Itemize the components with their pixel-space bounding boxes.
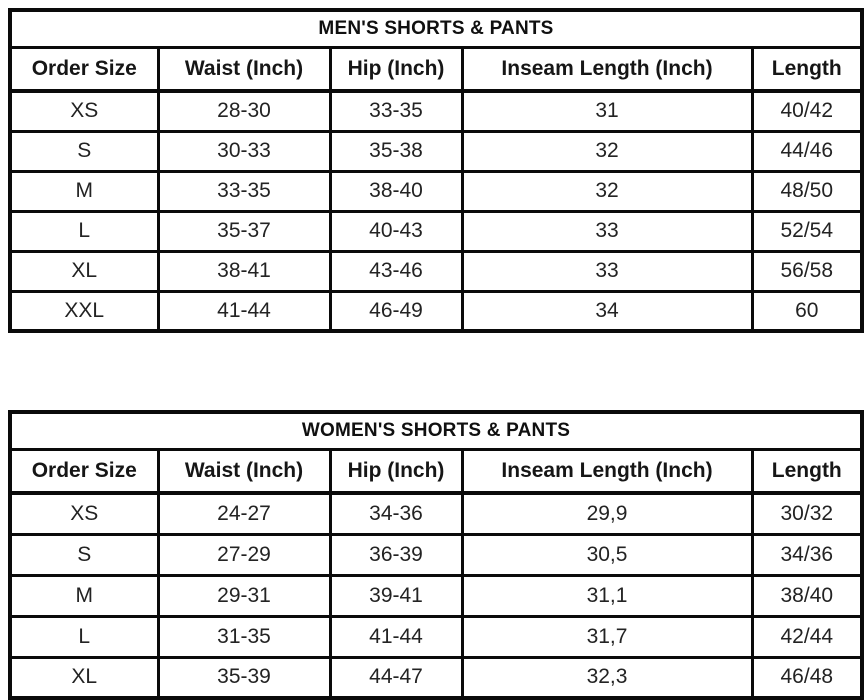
table-cell: L	[10, 616, 158, 657]
table-cell: XXL	[10, 291, 158, 331]
table-cell: 32,3	[462, 657, 752, 698]
table-cell: 33	[462, 251, 752, 291]
table-cell: 35-37	[158, 211, 330, 251]
table-row	[10, 211, 862, 251]
table-cell: L	[10, 211, 158, 251]
table-row	[10, 131, 862, 171]
table-title-row	[10, 10, 862, 47]
table-cell: S	[10, 534, 158, 575]
table-cell: 31,7	[462, 616, 752, 657]
table-cell: 52/54	[752, 211, 862, 251]
column-header: Inseam Length (Inch)	[462, 449, 752, 493]
table-cell: 33-35	[158, 171, 330, 211]
table-row	[10, 534, 862, 575]
table-cell: XS	[10, 91, 158, 131]
table-cell: 32	[462, 171, 752, 211]
womens-table-title: WOMEN'S SHORTS & PANTS	[10, 412, 862, 449]
table-cell: 41-44	[330, 616, 462, 657]
table-cell: 27-29	[158, 534, 330, 575]
column-header: Order Size	[10, 47, 158, 91]
table-row	[10, 575, 862, 616]
column-header: Inseam Length (Inch)	[462, 47, 752, 91]
table-cell: 32	[462, 131, 752, 171]
table-cell: 43-46	[330, 251, 462, 291]
table-cell: XS	[10, 493, 158, 534]
table-cell: 33-35	[330, 91, 462, 131]
womens-table-body	[10, 493, 862, 698]
table-row	[10, 657, 862, 698]
table-cell: 34/36	[752, 534, 862, 575]
table-cell: 38/40	[752, 575, 862, 616]
womens-size-table	[8, 410, 864, 700]
table-cell: 35-39	[158, 657, 330, 698]
table-cell: 40/42	[752, 91, 862, 131]
table-cell: 29-31	[158, 575, 330, 616]
table-cell: 39-41	[330, 575, 462, 616]
column-header: Length	[752, 449, 862, 493]
mens-size-table	[8, 8, 864, 333]
table-cell: 41-44	[158, 291, 330, 331]
column-header: Waist (Inch)	[158, 47, 330, 91]
table-title-row	[10, 412, 862, 449]
table-cell: 30/32	[752, 493, 862, 534]
table-row	[10, 616, 862, 657]
table-cell: 38-40	[330, 171, 462, 211]
table-cell: 34	[462, 291, 752, 331]
womens-size-table-section	[8, 410, 860, 700]
table-cell: 44/46	[752, 131, 862, 171]
table-cell: 31,1	[462, 575, 752, 616]
table-cell: 56/58	[752, 251, 862, 291]
table-row	[10, 493, 862, 534]
table-cell: XL	[10, 251, 158, 291]
table-row	[10, 291, 862, 331]
table-cell: S	[10, 131, 158, 171]
table-cell: M	[10, 575, 158, 616]
table-cell: 28-30	[158, 91, 330, 131]
table-row	[10, 251, 862, 291]
column-header: Waist (Inch)	[158, 449, 330, 493]
mens-table-title: MEN'S SHORTS & PANTS	[10, 10, 862, 47]
table-cell: 40-43	[330, 211, 462, 251]
column-header: Length	[752, 47, 862, 91]
table-cell: 48/50	[752, 171, 862, 211]
table-cell: 36-39	[330, 534, 462, 575]
table-cell: 33	[462, 211, 752, 251]
table-cell: 35-38	[330, 131, 462, 171]
column-header: Hip (Inch)	[330, 449, 462, 493]
table-row	[10, 91, 862, 131]
table-row	[10, 171, 862, 211]
mens-table-body	[10, 91, 862, 331]
table-cell: 31	[462, 91, 752, 131]
table-cell: 34-36	[330, 493, 462, 534]
table-cell: 31-35	[158, 616, 330, 657]
table-cell: 38-41	[158, 251, 330, 291]
table-cell: 42/44	[752, 616, 862, 657]
column-header: Order Size	[10, 449, 158, 493]
table-cell: 24-27	[158, 493, 330, 534]
table-cell: 29,9	[462, 493, 752, 534]
table-cell: 30-33	[158, 131, 330, 171]
table-cell: 60	[752, 291, 862, 331]
column-header: Hip (Inch)	[330, 47, 462, 91]
table-cell: 46/48	[752, 657, 862, 698]
table-cell: 46-49	[330, 291, 462, 331]
table-cell: M	[10, 171, 158, 211]
table-cell: 44-47	[330, 657, 462, 698]
table-cell: 30,5	[462, 534, 752, 575]
table-cell: XL	[10, 657, 158, 698]
mens-size-table-section	[8, 8, 860, 333]
column-header-row	[10, 449, 862, 493]
column-header-row	[10, 47, 862, 91]
